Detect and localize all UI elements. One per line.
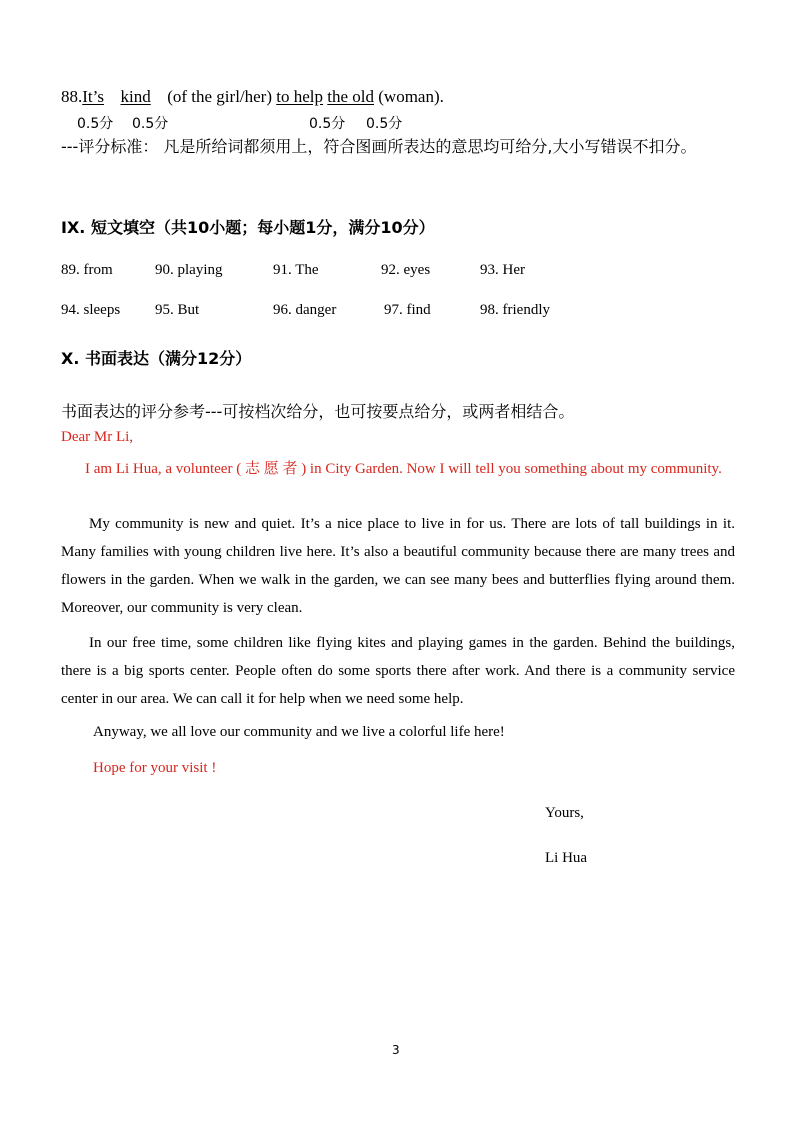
answer-93: 93. Her [480,262,525,278]
page-number: 3 [392,1043,400,1057]
q88-word-the-old: the old [327,87,375,106]
letter-intro [61,454,735,484]
answer-97: 97. find [384,302,431,318]
q88-number: 88. [61,87,83,106]
letter-intro-text: I am Li Hua, a volunteer ( 志 愿 者 ) in City Garden. Now I will tell you something about my community. [85,461,722,477]
scoring-criteria: ---评分标准： 凡是所给词都须用上，符合图画所表达的意思均可给分,大小写错误不扣分。 [61,137,697,156]
letter-yours: Yours, [545,805,584,821]
q88-score-1: 0.5分 [77,116,114,132]
q88-word-its: It’s [82,87,104,106]
section-10-heading: X. 书面表达（满分12分） [61,349,252,368]
answer-90: 90. playing [155,262,223,278]
writing-scoring-reference: 书面表达的评分参考---可按档次给分，也可按要点给分，或两者相结合。 [61,402,575,421]
answer-95: 95. But [155,302,200,318]
letter-paragraph-3: Anyway, we all love our community and we live a colorful life here! [93,724,505,740]
answer-96: 96. danger [273,302,337,318]
answer-94: 94. sleeps [61,302,121,318]
letter-paragraph-1: My community is new and quiet. It’s a nice place to live in for us. There are lots of tall buildings in it. Many families with young children live here. It’s also a beautiful community because there are many trees and flowers in the garden. When we walk in the garden, we can see many bees and butterflies flying around them. Moreover, our community is very clean. [61,516,735,616]
answer-98: 98. friendly [480,302,550,318]
q88-answer [61,87,444,107]
answer-92: 92. eyes [381,262,431,278]
q88-score-2: 0.5分 [132,116,169,132]
q88-word-kind: kind [120,87,151,106]
answer-89: 89. from [61,262,113,278]
letter-signature: Li Hua [545,850,588,866]
answer-91: 91. The [273,262,319,278]
letter-greeting: Dear Mr Li, [61,429,134,445]
letter-paragraph-2: In our free time, some children like flying kites and playing games in the garden. Behind the buildings, there is a big sports center. People often do some sports there after work. And there is a community service center in our area. We can call it for help when we need some help. [61,635,735,707]
q88-word-of-the-girl: (of the girl/her) [167,87,273,106]
q88-score-3: 0.5分 [309,116,346,132]
letter-closing: Hope for your visit ! [93,760,217,776]
q88-word-woman: (woman). [378,87,444,106]
q88-word-to-help: to help [276,87,324,106]
q88-score-4: 0.5分 [366,116,403,132]
section-9-heading: IX. 短文填空（共10小题；每小题1分，满分10分） [61,218,435,237]
